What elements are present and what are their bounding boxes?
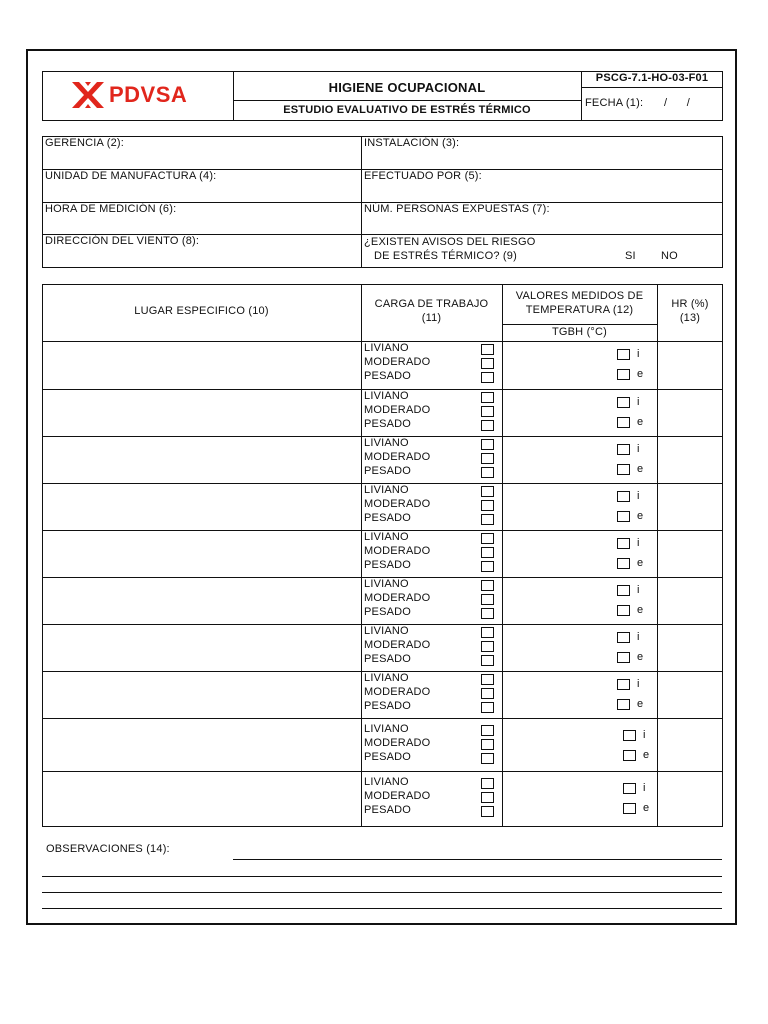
tgbh-e-checkbox[interactable] [617,417,630,428]
carga-liviano-checkbox[interactable] [481,486,494,497]
tgbh-i-label: i [643,782,646,794]
tgbh-i-label: i [637,490,640,502]
carga-pesado-label: PESADO [364,559,412,571]
avisos-no-option[interactable]: NO [661,250,678,262]
carga-liviano-checkbox[interactable] [481,344,494,355]
carga-moderado-checkbox[interactable] [481,594,494,605]
lugar-cell[interactable] [43,719,360,770]
tgbh-i-label: i [637,443,640,455]
lugar-cell[interactable] [43,484,360,529]
carga-pesado-label: PESADO [364,370,412,382]
col-hr-header-2: (13) [679,312,701,324]
carga-pesado-label: PESADO [364,804,412,816]
tgbh-e-label: e [637,463,644,475]
hr-cell[interactable] [658,342,722,388]
carga-pesado-label: PESADO [364,606,412,618]
hr-cell[interactable] [658,484,722,529]
lugar-cell[interactable] [43,342,360,388]
observaciones-label: OBSERVACIONES (14): [46,843,170,855]
observaciones-line-3[interactable] [42,892,722,893]
carga-pesado-checkbox[interactable] [481,608,494,619]
carga-pesado-label: PESADO [364,465,412,477]
lugar-cell[interactable] [43,625,360,670]
tgbh-e-checkbox[interactable] [623,803,636,814]
carga-moderado-label: MODERADO [364,592,431,604]
tgbh-i-label: i [643,729,646,741]
carga-moderado-label: MODERADO [364,451,431,463]
fecha-label: FECHA (1): [585,97,644,109]
fecha-field[interactable]: / / [664,97,691,109]
carga-pesado-label: PESADO [364,418,412,430]
col-carga-header-2: (11) [421,312,442,324]
tgbh-i-checkbox[interactable] [617,585,630,596]
tgbh-e-label: e [643,802,650,814]
carga-moderado-label: MODERADO [364,545,431,557]
tgbh-e-checkbox[interactable] [617,511,630,522]
tgbh-i-checkbox[interactable] [617,538,630,549]
carga-liviano-checkbox[interactable] [481,778,494,789]
tgbh-i-checkbox[interactable] [617,679,630,690]
carga-moderado-label: MODERADO [364,790,431,802]
carga-liviano-label: LIVIANO [364,672,409,684]
carga-pesado-checkbox[interactable] [481,514,494,525]
hr-cell[interactable] [658,531,722,576]
pdvsa-logo-icon [70,80,106,110]
tgbh-i-checkbox[interactable] [617,444,630,455]
carga-liviano-label: LIVIANO [364,723,409,735]
carga-moderado-label: MODERADO [364,737,431,749]
viento-field[interactable]: DIRECCIÓN DEL VIENTO (8): [45,235,200,247]
tgbh-e-label: e [637,698,644,710]
carga-liviano-label: LIVIANO [364,531,409,543]
tgbh-i-label: i [637,678,640,690]
efectuado-field[interactable]: EFECTUADO POR (5): [364,170,482,182]
carga-liviano-label: LIVIANO [364,578,409,590]
hr-cell[interactable] [658,390,722,435]
tgbh-e-checkbox[interactable] [623,750,636,761]
tgbh-i-checkbox[interactable] [617,632,630,643]
lugar-cell[interactable] [43,390,360,435]
carga-liviano-label: LIVIANO [364,776,409,788]
carga-liviano-label: LIVIANO [364,390,409,402]
tgbh-e-checkbox[interactable] [617,369,630,380]
col-valores-header-1: VALORES MEDIDOS DE [515,290,644,302]
carga-pesado-label: PESADO [364,653,412,665]
carga-pesado-checkbox[interactable] [481,561,494,572]
form-subtitle: ESTUDIO EVALUATIVO DE ESTRÉS TÉRMICO [283,104,531,116]
tgbh-e-label: e [637,416,644,428]
hr-cell[interactable] [658,772,722,826]
tgbh-i-checkbox[interactable] [617,397,630,408]
col-hr-header-1: HR (%) [671,298,709,310]
col-valores-header-2: TEMPERATURA (12) [525,304,634,316]
tgbh-i-checkbox[interactable] [623,783,636,794]
carga-pesado-checkbox[interactable] [481,467,494,478]
tgbh-e-label: e [637,510,644,522]
tgbh-e-checkbox[interactable] [617,464,630,475]
hr-cell[interactable] [658,578,722,623]
hr-cell[interactable] [658,625,722,670]
tgbh-i-label: i [637,537,640,549]
avisos-si-option[interactable]: SI [625,250,636,262]
avisos-question-line1: ¿EXISTEN AVISOS DEL RIESGO [364,236,536,248]
col-lugar-header: LUGAR ESPECIFICO (10) [134,305,269,317]
tgbh-e-checkbox[interactable] [617,605,630,616]
carga-moderado-checkbox[interactable] [481,547,494,558]
carga-pesado-label: PESADO [364,512,412,524]
carga-moderado-checkbox[interactable] [481,739,494,750]
carga-liviano-checkbox[interactable] [481,439,494,450]
carga-moderado-label: MODERADO [364,498,431,510]
carga-liviano-label: LIVIANO [364,625,409,637]
form-code: PSCG-7.1-HO-03-F01 [595,72,709,84]
hora-field[interactable]: HORA DE MEDICIÓN (6): [45,203,177,215]
tgbh-e-checkbox[interactable] [617,558,630,569]
carga-moderado-checkbox[interactable] [481,641,494,652]
tgbh-i-checkbox[interactable] [623,730,636,741]
carga-pesado-checkbox[interactable] [481,655,494,666]
carga-moderado-checkbox[interactable] [481,688,494,699]
carga-pesado-checkbox[interactable] [481,372,494,383]
carga-pesado-checkbox[interactable] [481,420,494,431]
tgbh-i-checkbox[interactable] [617,491,630,502]
carga-moderado-checkbox[interactable] [481,406,494,417]
lugar-cell[interactable] [43,437,360,482]
carga-liviano-checkbox[interactable] [481,725,494,736]
observaciones-line-4[interactable] [42,908,722,909]
hr-cell[interactable] [658,719,722,770]
personas-field[interactable]: NÚM. PERSONAS EXPUESTAS (7): [364,203,550,215]
tgbh-i-label: i [637,631,640,643]
brand-name: PDVSA [109,82,188,107]
col-tgbh-header: TGBH (°C) [551,326,608,338]
tgbh-e-label: e [637,368,644,380]
tgbh-i-label: i [637,348,640,360]
carga-moderado-checkbox[interactable] [481,453,494,464]
tgbh-e-label: e [643,749,650,761]
form-title: HIGIENE OCUPACIONAL [328,80,486,95]
gerencia-field[interactable]: GERENCIA (2): [45,137,125,149]
carga-liviano-checkbox[interactable] [481,627,494,638]
tgbh-e-label: e [637,651,644,663]
hr-cell[interactable] [658,437,722,482]
carga-moderado-checkbox[interactable] [481,792,494,803]
carga-liviano-checkbox[interactable] [481,392,494,403]
carga-liviano-label: LIVIANO [364,484,409,496]
carga-liviano-checkbox[interactable] [481,533,494,544]
carga-pesado-label: PESADO [364,751,412,763]
avisos-question-line2: DE ESTRÉS TÉRMICO? (9) [374,250,517,262]
tgbh-e-checkbox[interactable] [617,652,630,663]
carga-moderado-checkbox[interactable] [481,500,494,511]
observaciones-line-1[interactable] [233,859,722,860]
lugar-cell[interactable] [43,531,360,576]
carga-liviano-label: LIVIANO [364,342,409,354]
carga-pesado-checkbox[interactable] [481,806,494,817]
carga-moderado-label: MODERADO [364,686,431,698]
tgbh-e-label: e [637,604,644,616]
tgbh-i-checkbox[interactable] [617,349,630,360]
tgbh-i-label: i [637,396,640,408]
carga-moderado-label: MODERADO [364,639,431,651]
tgbh-e-checkbox[interactable] [617,699,630,710]
carga-liviano-checkbox[interactable] [481,580,494,591]
observaciones-line-2[interactable] [42,876,722,877]
carga-pesado-label: PESADO [364,700,412,712]
tgbh-i-label: i [637,584,640,596]
col-carga-header-1: CARGA DE TRABAJO [374,298,489,310]
carga-moderado-label: MODERADO [364,356,431,368]
tgbh-e-label: e [637,557,644,569]
lugar-cell[interactable] [43,578,360,623]
carga-moderado-checkbox[interactable] [481,358,494,369]
carga-moderado-label: MODERADO [364,404,431,416]
carga-liviano-checkbox[interactable] [481,674,494,685]
carga-pesado-checkbox[interactable] [481,753,494,764]
instalacion-field[interactable]: INSTALACIÓN (3): [364,137,460,149]
hr-cell[interactable] [658,672,722,717]
carga-pesado-checkbox[interactable] [481,702,494,713]
lugar-cell[interactable] [43,772,360,826]
unidad-field[interactable]: UNIDAD DE MANUFACTURA (4): [45,170,217,182]
carga-liviano-label: LIVIANO [364,437,409,449]
lugar-cell[interactable] [43,672,360,717]
